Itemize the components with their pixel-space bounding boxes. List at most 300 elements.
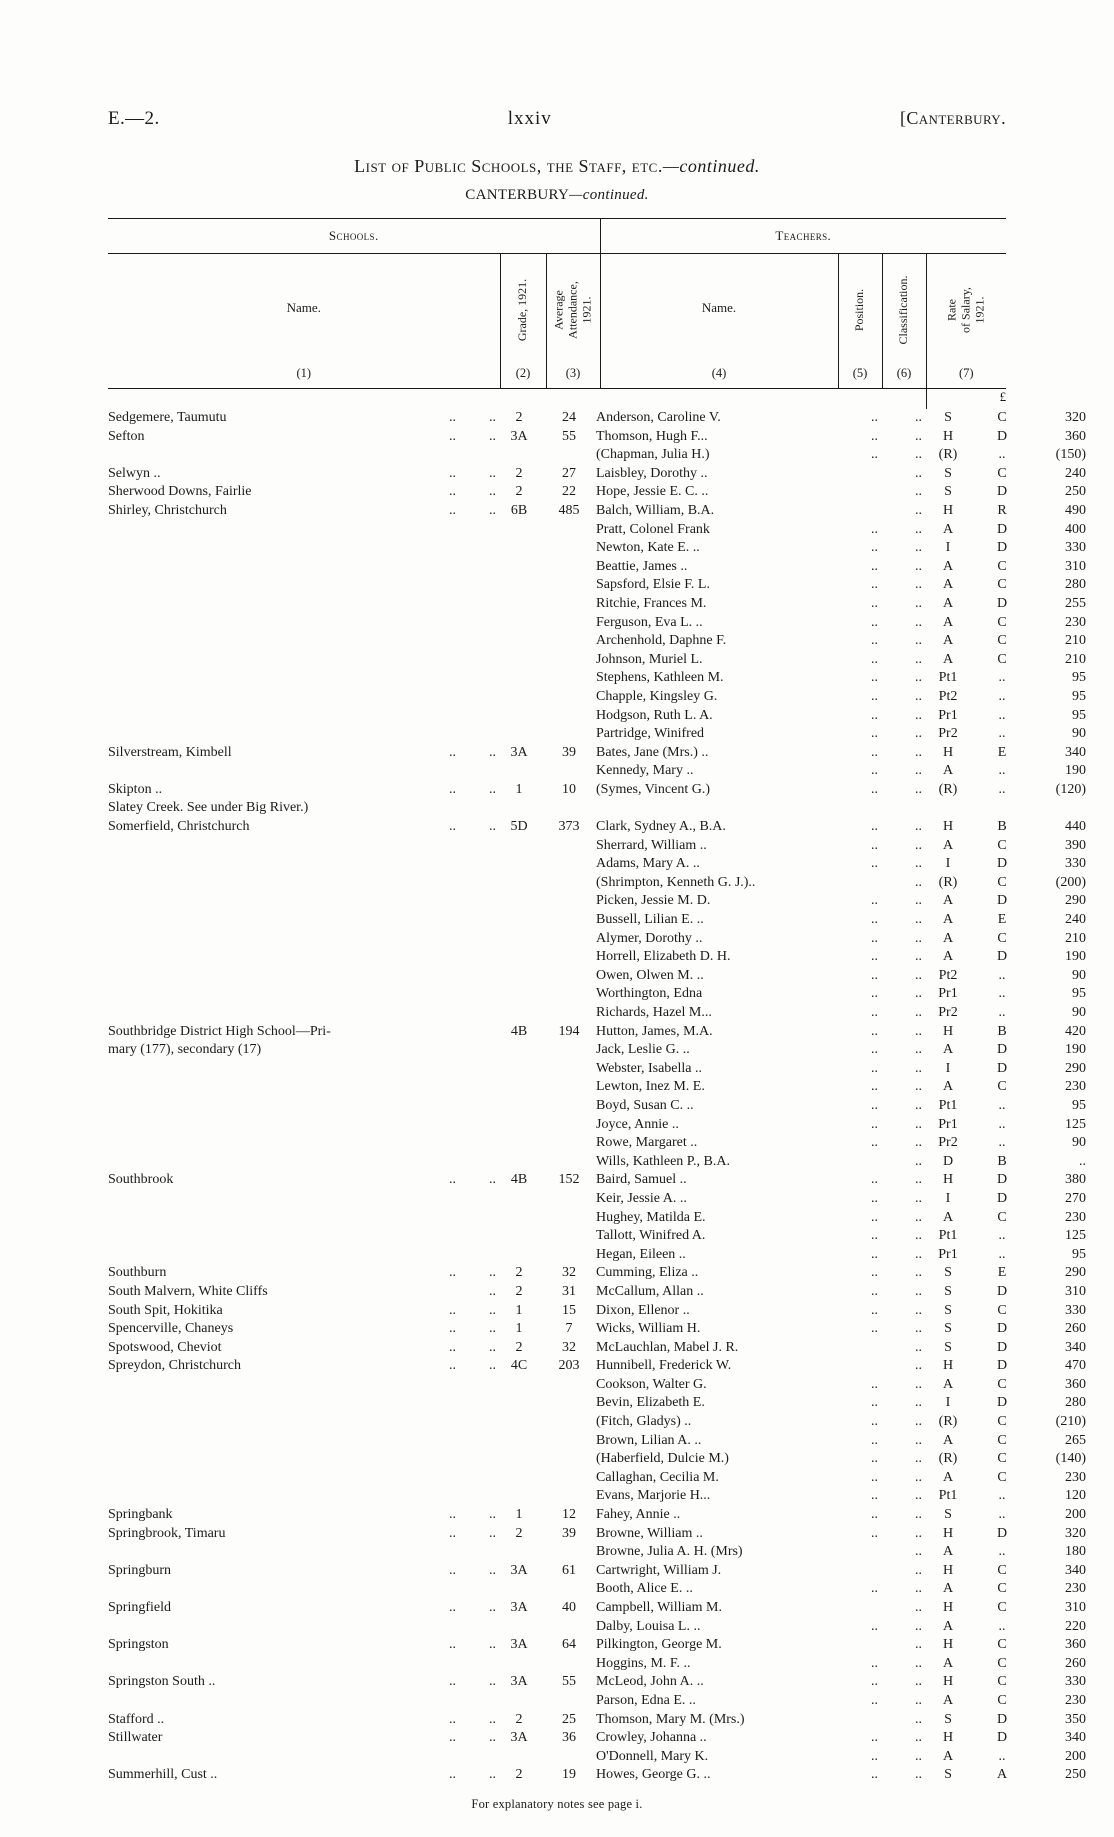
cell-classification: D <box>996 1172 1008 1188</box>
cell-teacher-name: Partridge, Winifred <box>596 726 705 742</box>
cell-rate-of-salary: 90 <box>1072 967 1086 983</box>
page-subtitle-continued: —continued. <box>569 187 649 203</box>
cell-school-dots-1 <box>400 1246 456 1265</box>
cell-school-dots-1 <box>400 874 456 893</box>
cell-grade: 3A <box>510 1562 528 1578</box>
cell-teacher-dots-2: .. <box>915 1228 922 1244</box>
cell-school-name: Slatey Creek. See under Big River.) <box>108 800 309 816</box>
cell-grade <box>496 1209 542 1228</box>
cell-average-attendance <box>542 837 596 856</box>
cell-teacher-dots-1: .. <box>871 1079 878 1095</box>
table-row <box>108 1580 1086 1599</box>
cell-school-dots-1 <box>400 1376 456 1395</box>
cell-average-attendance: 27 <box>562 465 576 481</box>
cell-school-dots-1 <box>400 1543 456 1562</box>
table-row <box>108 1432 1086 1451</box>
cell-grade <box>496 446 542 465</box>
cell-teacher-dots-2: .. <box>915 1265 922 1281</box>
cell-teacher-dots-2: .. <box>915 893 922 909</box>
cell-teacher-name: Pilkington, George M. <box>596 1637 722 1653</box>
cell-teacher-dots-1: .. <box>871 856 878 872</box>
cell-school-dots-1: .. <box>449 1730 456 1746</box>
cell-teacher-dots-2: .. <box>915 1451 922 1467</box>
cell-rate-of-salary: 210 <box>1065 651 1086 667</box>
cell-rate-of-salary: 360 <box>1065 1637 1086 1653</box>
cell-classification: .. <box>998 1116 1006 1132</box>
cell-teacher-dots-1: .. <box>871 1432 878 1448</box>
cell-rate-of-salary: 340 <box>1065 1730 1086 1746</box>
cell-teacher-name: Booth, Alice E. .. <box>596 1581 693 1597</box>
col-number-2: (2) <box>500 366 546 389</box>
cell-school-dots-1 <box>400 446 456 465</box>
cell-classification: C <box>997 1079 1007 1095</box>
cell-average-attendance <box>542 1116 596 1135</box>
cell-school-dots-2 <box>456 837 496 856</box>
cell-position: S <box>944 1711 952 1727</box>
cell-teacher-name: Sherrard, William .. <box>596 837 707 853</box>
cell-position: H <box>942 428 954 444</box>
cell-school-dots-1 <box>400 1041 456 1060</box>
cell-school-dots-2 <box>456 576 496 595</box>
table-row <box>108 967 1086 986</box>
cell-school-dots-2: .. <box>489 1525 496 1541</box>
cell-school-name <box>108 576 400 595</box>
table-row <box>108 669 1086 688</box>
cell-teacher-dots-1 <box>834 799 878 818</box>
cell-school-dots-1 <box>400 688 456 707</box>
cell-average-attendance <box>542 892 596 911</box>
col-header-average-attendance <box>546 254 600 367</box>
cell-teacher-dots-1 <box>834 1357 878 1376</box>
cell-school-dots-2 <box>456 1041 496 1060</box>
cell-average-attendance: 32 <box>562 1265 576 1281</box>
cell-school-name: Shirley, Christchurch <box>108 502 227 518</box>
cell-teacher-name: Adams, Mary A. .. <box>596 856 700 872</box>
cell-teacher-dots-2: .. <box>915 1172 922 1188</box>
cell-teacher-dots-2 <box>878 799 922 818</box>
cell-teacher-dots-1: .. <box>871 1748 878 1764</box>
table-row <box>108 409 1086 428</box>
cell-rate-of-salary: 95 <box>1072 1246 1086 1262</box>
cell-rate-of-salary: 250 <box>1065 1767 1086 1783</box>
cell-position: H <box>942 1730 954 1746</box>
cell-classification: E <box>997 912 1007 928</box>
cell-grade <box>496 1450 542 1469</box>
table-row <box>108 1543 1086 1562</box>
cell-average-attendance: 22 <box>562 484 576 500</box>
cell-school-name <box>108 595 400 614</box>
cell-grade: 3A <box>510 428 528 444</box>
cell-rate-of-salary: 280 <box>1065 577 1086 593</box>
cell-classification: D <box>996 1283 1008 1299</box>
cell-teacher-dots-1: .. <box>871 930 878 946</box>
cell-position: A <box>942 1655 954 1671</box>
cell-school-dots-1 <box>400 1283 456 1302</box>
cell-classification: C <box>997 614 1007 630</box>
table-row <box>108 1302 1086 1321</box>
cell-teacher-dots-2: .. <box>915 707 922 723</box>
table-row <box>108 1246 1086 1265</box>
cell-school-name: Southburn <box>108 1265 167 1281</box>
cell-grade <box>496 1655 542 1674</box>
col-number-6: (6) <box>882 366 926 389</box>
cell-classification: C <box>997 633 1007 649</box>
cell-average-attendance <box>542 1655 596 1674</box>
table-row <box>108 1711 1086 1730</box>
cell-school-dots-1 <box>400 1209 456 1228</box>
table-row <box>108 1692 1086 1711</box>
cell-position: (R) <box>938 447 958 463</box>
table-row <box>108 1153 1086 1172</box>
cell-rate-of-salary: 95 <box>1072 1097 1086 1113</box>
cell-school-dots-1 <box>400 1618 456 1637</box>
cell-position: A <box>942 614 954 630</box>
cell-rate-of-salary: 310 <box>1065 1600 1086 1615</box>
cell-teacher-name: Browne, William .. <box>596 1525 703 1541</box>
table-row <box>108 1766 1086 1785</box>
cell-grade <box>496 837 542 856</box>
cell-school-dots-2: .. <box>489 1283 496 1299</box>
cell-teacher-dots-1: .. <box>871 540 878 556</box>
cell-teacher-name: Bates, Jane (Mrs.) .. <box>596 744 709 760</box>
cell-position <box>922 799 974 818</box>
cell-school-name: Springburn <box>108 1562 171 1578</box>
cell-classification: .. <box>998 1005 1006 1020</box>
cell-teacher-name: Cumming, Eliza .. <box>596 1265 699 1281</box>
cell-classification: .. <box>998 688 1006 704</box>
cell-rate-of-salary: 90 <box>1072 726 1086 742</box>
table-row <box>108 428 1086 447</box>
cell-school-dots-1 <box>400 1078 456 1097</box>
cell-average-attendance <box>542 1246 596 1265</box>
table-row <box>108 1376 1086 1395</box>
cell-teacher-name: Webster, Isabella .. <box>596 1060 702 1076</box>
cell-teacher-dots-1 <box>834 1562 878 1581</box>
cell-school-name <box>108 1618 400 1637</box>
cell-school-name <box>108 837 400 856</box>
cell-grade: 3A <box>510 1674 528 1690</box>
cell-teacher-dots-1: .. <box>871 1692 878 1708</box>
cell-grade: 3A <box>510 744 528 760</box>
cell-teacher-dots-2: .. <box>915 1005 922 1020</box>
table-row <box>108 539 1086 558</box>
table-group-header-row <box>108 219 1006 254</box>
cell-school-dots-2 <box>456 1748 496 1767</box>
cell-teacher-name: Howes, George G. .. <box>596 1767 711 1783</box>
cell-classification: D <box>996 1339 1008 1355</box>
cell-school-name <box>108 1097 400 1116</box>
cell-teacher-name: Rowe, Margaret .. <box>596 1135 698 1151</box>
cell-school-dots-1 <box>400 725 456 744</box>
cell-grade <box>496 595 542 614</box>
cell-teacher-dots-2: .. <box>915 1135 922 1151</box>
cell-teacher-name: (Haberfield, Dulcie M.) <box>596 1451 729 1467</box>
cell-school-dots-1: .. <box>449 1265 456 1281</box>
cell-teacher-dots-2: .. <box>915 1544 922 1560</box>
cell-teacher-dots-1: .. <box>871 1321 878 1337</box>
cell-school-name <box>108 930 400 949</box>
cell-grade: 4B <box>510 1023 528 1039</box>
cell-school-dots-2 <box>456 799 496 818</box>
cell-rate-of-salary: 230 <box>1065 1079 1086 1095</box>
cell-average-attendance: 36 <box>562 1730 576 1746</box>
cell-teacher-dots-2: .. <box>915 1246 922 1262</box>
cell-school-dots-2 <box>456 892 496 911</box>
cell-teacher-name: McCallum, Allan .. <box>596 1283 704 1299</box>
cell-classification: C <box>997 1302 1007 1318</box>
cell-school-dots-2 <box>456 967 496 986</box>
cell-grade <box>496 576 542 595</box>
cell-school-dots-1 <box>400 539 456 558</box>
table-row <box>108 1525 1086 1544</box>
cell-grade <box>496 1153 542 1172</box>
cell-teacher-dots-2: .. <box>915 1060 922 1076</box>
cell-position: Pr1 <box>938 1246 958 1262</box>
cell-average-attendance <box>542 614 596 633</box>
cell-teacher-dots-1: .. <box>871 410 878 425</box>
cell-classification: D <box>996 1321 1008 1337</box>
cell-classification: .. <box>998 1135 1006 1151</box>
cell-classification: .. <box>998 1228 1006 1244</box>
col-number-1: (1) <box>108 366 500 389</box>
cell-rate-of-salary: 260 <box>1065 1655 1086 1671</box>
cell-school-dots-2 <box>456 1190 496 1209</box>
cell-grade: 6B <box>510 502 528 518</box>
cell-teacher-dots-1: .. <box>871 1730 878 1746</box>
cell-classification: C <box>997 577 1007 593</box>
cell-school-dots-2 <box>456 1097 496 1116</box>
cell-rate-of-salary: 120 <box>1065 1488 1086 1504</box>
cell-position: Pt1 <box>938 1097 958 1113</box>
cell-classification: C <box>997 1414 1007 1430</box>
cell-teacher-dots-2: .. <box>915 595 922 611</box>
cell-average-attendance: 203 <box>558 1358 580 1374</box>
cell-rate-of-salary: 230 <box>1065 1469 1086 1485</box>
cell-rate-of-salary: 190 <box>1065 763 1086 779</box>
cell-school-name <box>108 539 400 558</box>
cell-rate-of-salary: 255 <box>1065 595 1086 611</box>
cell-classification: D <box>996 1190 1008 1206</box>
cell-position: I <box>945 856 951 872</box>
cell-school-dots-2: .. <box>489 1321 496 1337</box>
cell-teacher-name: McLauchlan, Mabel J. R. <box>596 1339 739 1355</box>
cell-grade <box>496 1487 542 1506</box>
cell-teacher-dots-2: .. <box>915 1116 922 1132</box>
col-header-teacher-name <box>600 254 838 367</box>
cell-school-dots-2: .. <box>489 1302 496 1318</box>
cell-teacher-dots-2: .. <box>915 577 922 593</box>
cell-position: Pr2 <box>938 1135 958 1151</box>
cell-average-attendance <box>542 1078 596 1097</box>
cell-school-dots-1: .. <box>449 1507 456 1523</box>
cell-school-dots-2: .. <box>489 1730 496 1746</box>
cell-rate-of-salary: (140) <box>1055 1451 1086 1467</box>
cell-average-attendance <box>542 1153 596 1172</box>
cell-teacher-name: Hegan, Eileen .. <box>596 1246 686 1262</box>
cell-teacher-dots-2: .. <box>915 465 922 481</box>
header-right-region: [Canterbury. <box>899 108 1006 128</box>
cell-average-attendance: 12 <box>562 1507 576 1523</box>
cell-teacher-dots-1: .. <box>871 558 878 574</box>
cell-position: I <box>945 540 951 556</box>
cell-rate-of-salary: 420 <box>1065 1023 1086 1039</box>
cell-grade: 2 <box>515 465 523 481</box>
cell-school-name <box>108 762 400 781</box>
cell-school-name <box>108 855 400 874</box>
cell-school-name <box>108 1078 400 1097</box>
cell-classification: D <box>996 1395 1008 1411</box>
cell-teacher-dots-1 <box>834 502 878 521</box>
cell-teacher-dots-2: .. <box>915 967 922 983</box>
cell-school-dots-2: .. <box>489 1172 496 1188</box>
cell-rate-of-salary: 210 <box>1065 633 1086 649</box>
table-row <box>108 1097 1086 1116</box>
cell-teacher-dots-1: .. <box>871 912 878 928</box>
table-row <box>108 892 1086 911</box>
cell-teacher-dots-2: .. <box>915 540 922 556</box>
cell-rate-of-salary: 125 <box>1065 1116 1086 1132</box>
cell-school-name: Southbridge District High School—Pri- <box>108 1023 331 1039</box>
cell-school-dots-2 <box>456 632 496 651</box>
cell-average-attendance <box>542 1060 596 1079</box>
table-row <box>108 576 1086 595</box>
cell-grade <box>496 985 542 1004</box>
cell-school-dots-2: .. <box>489 1637 496 1653</box>
cell-school-dots-2 <box>456 614 496 633</box>
cell-position: Pt2 <box>938 967 958 983</box>
cell-classification: D <box>996 428 1008 444</box>
cell-teacher-name: Anderson, Caroline V. <box>596 410 721 425</box>
cell-rate-of-salary: 400 <box>1065 521 1086 537</box>
cell-school-dots-1: .. <box>449 744 456 760</box>
cell-rate-of-salary: 230 <box>1065 1692 1086 1708</box>
cell-position: H <box>942 502 954 518</box>
cell-rate-of-salary: 95 <box>1072 670 1086 686</box>
cell-grade <box>496 1227 542 1246</box>
cell-classification: .. <box>998 1748 1006 1764</box>
cell-teacher-dots-2: .. <box>915 1209 922 1225</box>
cell-teacher-dots-2: .. <box>915 744 922 760</box>
cell-school-dots-2 <box>456 688 496 707</box>
table-row <box>108 930 1086 949</box>
cell-teacher-dots-1: .. <box>871 744 878 760</box>
cell-teacher-dots-1: .. <box>871 1469 878 1485</box>
cell-teacher-name: Picken, Jessie M. D. <box>596 893 711 909</box>
cell-teacher-dots-2: .. <box>915 688 922 704</box>
cell-teacher-name: Parson, Edna E. .. <box>596 1692 696 1708</box>
cell-teacher-dots-1 <box>834 465 878 484</box>
cell-school-dots-2 <box>456 595 496 614</box>
cell-classification: C <box>997 837 1007 853</box>
cell-grade: 2 <box>515 1265 523 1281</box>
cell-classification: C <box>997 1674 1007 1690</box>
cell-teacher-name: Stephens, Kathleen M. <box>596 670 724 686</box>
cell-teacher-dots-1: .. <box>871 1265 878 1281</box>
table-row <box>108 1618 1086 1637</box>
cell-teacher-dots-1: .. <box>871 1674 878 1690</box>
cell-teacher-dots-2: .. <box>915 1600 922 1615</box>
cell-position: (R) <box>938 781 958 797</box>
cell-rate-of-salary <box>1030 799 1086 818</box>
cell-classification: C <box>997 1562 1007 1578</box>
cell-rate-of-salary: 440 <box>1065 819 1086 835</box>
cell-school-name <box>108 1394 400 1413</box>
cell-teacher-dots-1 <box>834 874 878 893</box>
cell-classification: D <box>996 1730 1008 1746</box>
col-header-rate-of-salary <box>926 254 1006 367</box>
cell-school-dots-2 <box>456 985 496 1004</box>
cell-position: H <box>942 1674 954 1690</box>
table-row <box>108 446 1086 465</box>
cell-school-dots-2 <box>456 1394 496 1413</box>
cell-school-name <box>108 1432 400 1451</box>
cell-position: A <box>942 949 954 965</box>
cell-teacher-dots-2: .. <box>915 856 922 872</box>
cell-grade <box>496 1394 542 1413</box>
cell-rate-of-salary: 340 <box>1065 1339 1086 1355</box>
table-row <box>108 1060 1086 1079</box>
cell-average-attendance: 40 <box>562 1600 576 1615</box>
cell-average-attendance <box>542 576 596 595</box>
cell-school-dots-1 <box>400 595 456 614</box>
page-subtitle-text: CANTERBURY <box>465 187 570 203</box>
col-header-grade-label: Grade, 1921. <box>515 278 530 342</box>
cell-school-dots-2 <box>456 1376 496 1395</box>
table-row <box>108 483 1086 502</box>
table-row <box>108 1655 1086 1674</box>
cell-teacher-dots-1: .. <box>871 1172 878 1188</box>
cell-school-dots-1 <box>400 614 456 633</box>
table-row <box>108 1041 1086 1060</box>
cell-teacher-dots-1: .. <box>871 726 878 742</box>
cell-rate-of-salary: 490 <box>1065 502 1086 518</box>
table-row <box>108 1450 1086 1469</box>
table-currency-row <box>108 389 1006 410</box>
cell-average-attendance: 61 <box>562 1562 576 1578</box>
cell-rate-of-salary: .. <box>1079 1153 1086 1169</box>
cell-school-dots-2 <box>456 539 496 558</box>
table-row <box>108 502 1086 521</box>
cell-rate-of-salary: 220 <box>1065 1618 1086 1634</box>
cell-average-attendance <box>542 1394 596 1413</box>
col-number-5: (5) <box>838 366 882 389</box>
cell-classification: C <box>997 1469 1007 1485</box>
cell-school-name <box>108 688 400 707</box>
cell-school-dots-2: .. <box>489 1507 496 1523</box>
cell-school-dots-1: .. <box>449 781 456 797</box>
cell-rate-of-salary: 190 <box>1065 949 1086 965</box>
cell-teacher-dots-1: .. <box>871 1005 878 1020</box>
cell-school-dots-1 <box>400 1023 456 1042</box>
cell-rate-of-salary: 390 <box>1065 837 1086 853</box>
cell-classification: C <box>997 1209 1007 1225</box>
cell-teacher-name: Ferguson, Eva L. .. <box>596 614 703 630</box>
cell-grade <box>496 1543 542 1562</box>
cell-school-name <box>108 446 400 465</box>
cell-school-dots-1 <box>400 521 456 540</box>
cell-teacher-name: Pratt, Colonel Frank <box>596 521 710 537</box>
cell-rate-of-salary: 340 <box>1065 1562 1086 1578</box>
cell-school-dots-2 <box>456 1413 496 1432</box>
cell-school-name: Selwyn .. <box>108 465 161 481</box>
cell-teacher-name: Bevin, Elizabeth E. <box>596 1395 705 1411</box>
cell-average-attendance <box>542 688 596 707</box>
page-number: lxxiv <box>507 108 552 129</box>
cell-school-dots-1 <box>400 1134 456 1153</box>
cell-school-dots-1 <box>400 1450 456 1469</box>
cell-average-attendance <box>542 1450 596 1469</box>
cell-rate-of-salary: 290 <box>1065 1265 1086 1281</box>
